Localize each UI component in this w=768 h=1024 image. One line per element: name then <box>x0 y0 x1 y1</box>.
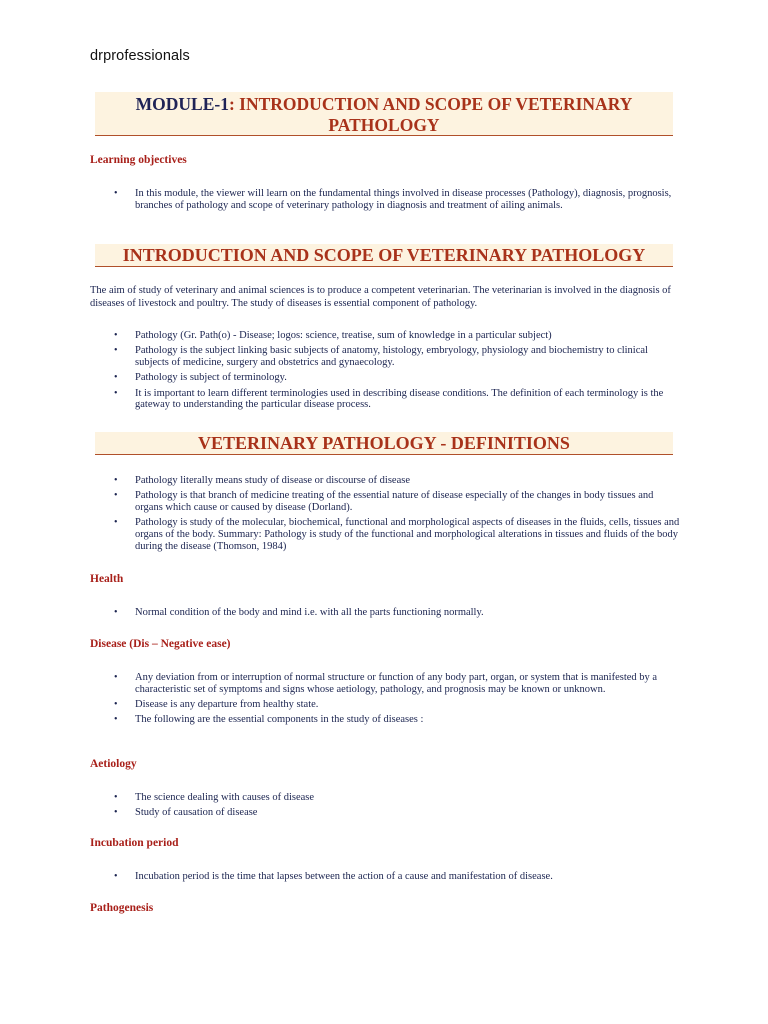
intro-paragraph: The aim of study of veterinary and animal sciences is to produce a competent veterinarian. The veterinarian is involved in the diagnosis of diseases of livestock and poultry. The study of diseases is essential component of pathology. <box>90 285 671 309</box>
list-item: • Any deviation from or interruption of normal structure or function of any body part, organ, or system that is manifested by a characteristic set of symptoms and signs whose aetiology, pathology, and prognosis may be known or unknown. <box>114 672 658 695</box>
list-item: • Pathology literally means study of disease or discourse of disease <box>114 475 410 486</box>
bullet-icon: • <box>114 714 118 726</box>
bullet-icon: • <box>114 699 118 711</box>
list-item: • It is important to learn different terminologies used in describing disease conditions. The definition of each terminology is the gateway to understanding the particular disease process. <box>114 387 664 411</box>
module-number: MODULE-1 <box>135 94 229 114</box>
list-item: • Pathology is study of the molecular, biochemical, functional and morphological aspects of diseases in the fluids, cells, tissues and organs of the body. Summary: Pathology is study of the functional and morphological alterations in tissues and fluids of the body during the disease (Thomson, 1984) <box>114 517 680 552</box>
list-item: • The science dealing with causes of disease <box>114 792 315 803</box>
list-item: • Pathology is that branch of medicine treating of the essential nature of disease especially of the changes in body tissues and organs which cause or caused by disease (Dorland). <box>114 490 654 514</box>
disease-heading: Disease (Dis – Negative ease) <box>90 638 231 650</box>
intro-list <box>90 330 680 415</box>
bullet-icon: • <box>114 475 118 486</box>
list-item: • In this module, the viewer will learn on the fundamental things involved in disease processes (Pathology), diagnosis, prognosis, branches of pathology and scope of veterinary pathology in diagnosis and treatment of ailing animals. <box>114 188 672 211</box>
bullet-icon: • <box>114 387 118 399</box>
disease-list <box>90 672 680 730</box>
bullet-icon: • <box>114 792 118 803</box>
module-title: : INTRODUCTION AND SCOPE OF VETERINARY PATHOLOGY <box>228 94 633 135</box>
bullet-icon: • <box>114 517 118 529</box>
site-brand: drprofessionals <box>90 48 190 64</box>
incubation-list <box>90 871 680 886</box>
list-item: • Pathology is the subject linking basic subjects of anatomy, histology, embryology, physiology and biochemistry to clinical subjects of medicine, surgery and obstetrics and gynaecology. <box>114 345 648 369</box>
learning-objectives-list <box>90 188 680 215</box>
health-heading: Health <box>90 573 124 585</box>
bullet-icon: • <box>114 672 118 683</box>
aetiology-heading: Aetiology <box>90 758 137 770</box>
definitions-section-banner: VETERINARY PATHOLOGY - DEFINITIONS <box>95 432 673 455</box>
list-item: • The following are the essential components in the study of diseases : <box>114 714 424 726</box>
incubation-period-heading: Incubation period <box>90 837 179 849</box>
learning-objectives-heading: Learning objectives <box>90 154 187 166</box>
list-item: • Disease is any departure from healthy state. <box>114 699 319 711</box>
bullet-icon: • <box>114 871 118 882</box>
aetiology-list <box>90 792 680 823</box>
list-item: • Normal condition of the body and mind i.e. with all the parts functioning normally. <box>114 607 484 618</box>
bullet-icon: • <box>114 490 118 502</box>
module-title-banner <box>95 92 673 136</box>
health-list <box>90 607 680 622</box>
list-item: • Incubation period is the time that lapses between the action of a cause and manifestation of disease. <box>114 871 553 882</box>
definitions-list <box>90 475 680 556</box>
pathogenesis-heading: Pathogenesis <box>90 902 154 914</box>
list-item: • Pathology (Gr. Path(o) - Disease; logos: science, treatise, sum of knowledge in a particular subject) <box>114 330 552 341</box>
bullet-icon: • <box>114 607 118 618</box>
list-item: • Pathology is subject of terminology. <box>114 372 287 384</box>
bullet-icon: • <box>114 372 118 384</box>
intro-section-banner: INTRODUCTION AND SCOPE OF VETERINARY PATHOLOGY <box>95 244 673 267</box>
list-item: • Study of causation of disease <box>114 807 258 819</box>
bullet-icon: • <box>114 330 118 341</box>
bullet-icon: • <box>114 807 118 819</box>
bullet-icon: • <box>114 345 118 357</box>
bullet-icon: • <box>114 188 118 199</box>
